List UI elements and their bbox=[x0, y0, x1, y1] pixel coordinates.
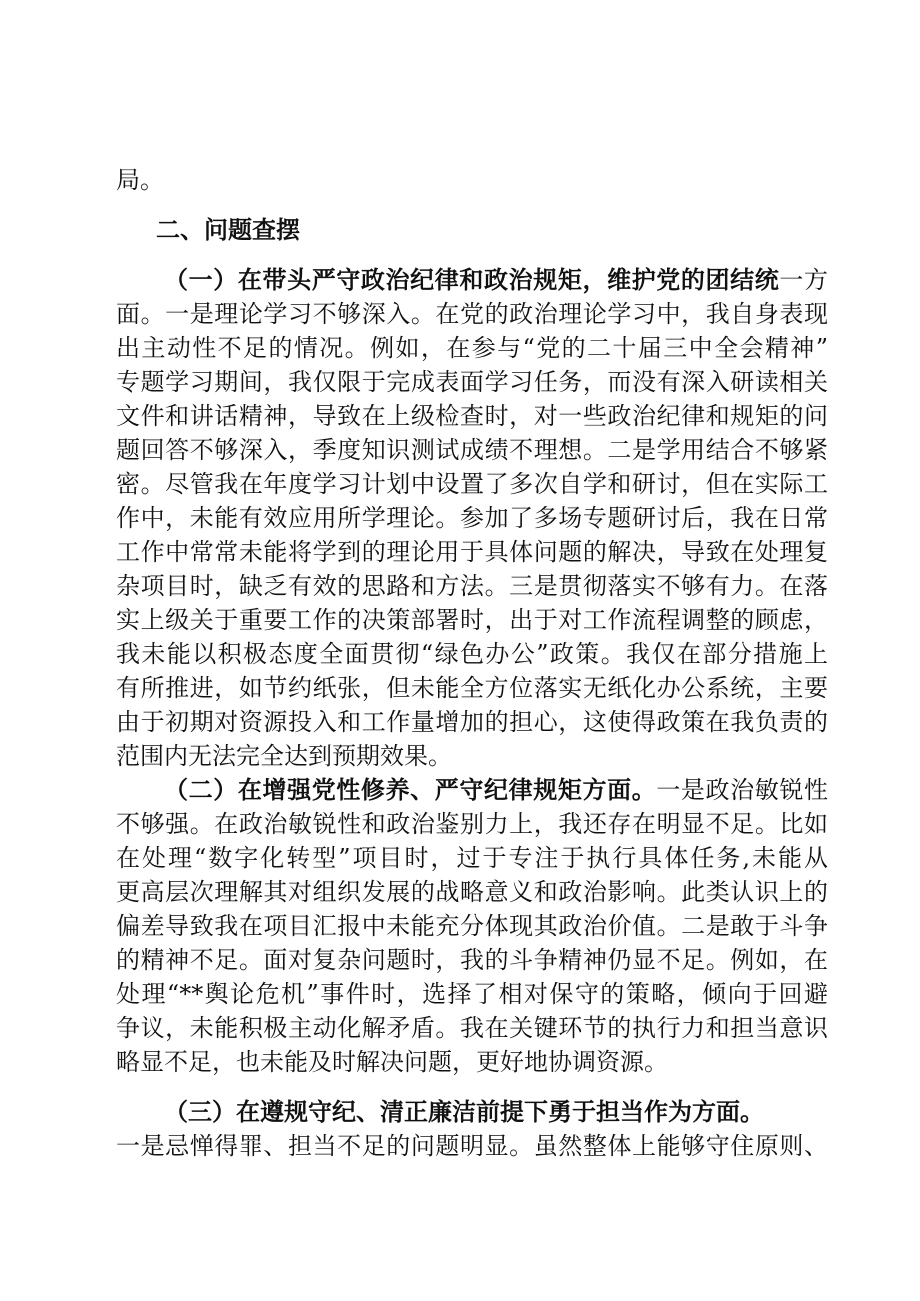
section-heading: 二、问题查摆 bbox=[156, 215, 300, 244]
para2-line: 更高层次理解其对组织发展的战略意义和政治影响。此类认识上的 bbox=[116, 878, 828, 906]
para1-line: 有所推进，如节约纸张，但未能全方位落实无纸化办公系统，主要 bbox=[116, 674, 828, 702]
para2-line: 的精神不足。面对复杂问题时，我的斗争精神仍显不足。例如，在 bbox=[116, 946, 828, 974]
para3-line: 一是忌惮得罪、担当不足的问题明显。虽然整体上能够守住原则、 bbox=[116, 1132, 828, 1160]
para1-line: 工作中常常未能将学到的理论用于具体问题的解决，导致在处理复 bbox=[116, 538, 828, 566]
para2-line: 略显不足，也未能及时解决问题，更好地协调资源。 bbox=[116, 1048, 668, 1076]
para1-line: 由于初期对资源投入和工作量增加的担心，这使得政策在我负责的 bbox=[116, 708, 828, 736]
para2-line: 不够强。在政治敏锐性和政治鉴别力上，我还存在明显不足。比如 bbox=[116, 810, 828, 838]
para2-heading: （二）在增强党性修养、严守纪律规矩方面。 bbox=[164, 775, 657, 804]
para1-line: 文件和讲话精神，导致在上级检查时，对一些政治纪律和规矩的问 bbox=[116, 402, 828, 430]
para1-line: 密。尽管我在年度学习计划中设置了多次自学和研讨，但在实际工 bbox=[116, 470, 828, 498]
para1-heading-tail: 一方 bbox=[779, 266, 828, 294]
para1-line: 范围内无法完全达到预期效果。 bbox=[116, 742, 452, 770]
para1-heading-line bbox=[164, 263, 828, 297]
para3-heading: （三）在遵规守纪、清正廉洁前提下勇于担当作为方面。 bbox=[164, 1097, 764, 1126]
para1-line: 实上级关于重要工作的决策部署时，出于对工作流程调整的顾虑， bbox=[116, 606, 828, 634]
para2-line: 处理“**舆论危机”事件时，选择了相对保守的策略，倾向于回避 bbox=[116, 980, 828, 1008]
para2-line: 在处理“数字化转型”项目时，过于专注于执行具体任务,未能从 bbox=[116, 844, 828, 872]
para2-heading-tail: 一是政治敏锐性 bbox=[656, 776, 828, 804]
continuation-line: 局。 bbox=[116, 166, 164, 194]
para1-line: 专题学习期间，我仅限于完成表面学习任务，而没有深入研读相关 bbox=[116, 368, 828, 396]
para2-line: 争议，未能积极主动化解矛盾。我在关键环节的执行力和担当意识 bbox=[116, 1014, 828, 1042]
para1-heading: （一）在带头严守政治纪律和政治规矩，维护党的团结统 bbox=[164, 265, 780, 294]
para1-line: 面。一是理论学习不够深入。在党的政治理论学习中，我自身表现 bbox=[116, 300, 828, 328]
para2-line: 偏差导致我在项目汇报中未能充分体现其政治价值。二是敢于斗争 bbox=[116, 912, 828, 940]
para1-line: 题回答不够深入，季度知识测试成绩不理想。二是学用结合不够紧 bbox=[116, 436, 828, 464]
para1-line: 出主动性不足的情况。例如，在参与“党的二十届三中全会精神” bbox=[116, 334, 828, 362]
para2-heading-line bbox=[164, 773, 828, 807]
para1-line: 作中，未能有效应用所学理论。参加了多场专题研讨后，我在日常 bbox=[116, 504, 828, 532]
para1-line: 杂项目时，缺乏有效的思路和方法。三是贯彻落实不够有力。在落 bbox=[116, 572, 828, 600]
para1-line: 我未能以积极态度全面贯彻“绿色办公”政策。我仅在部分措施上 bbox=[116, 640, 828, 668]
